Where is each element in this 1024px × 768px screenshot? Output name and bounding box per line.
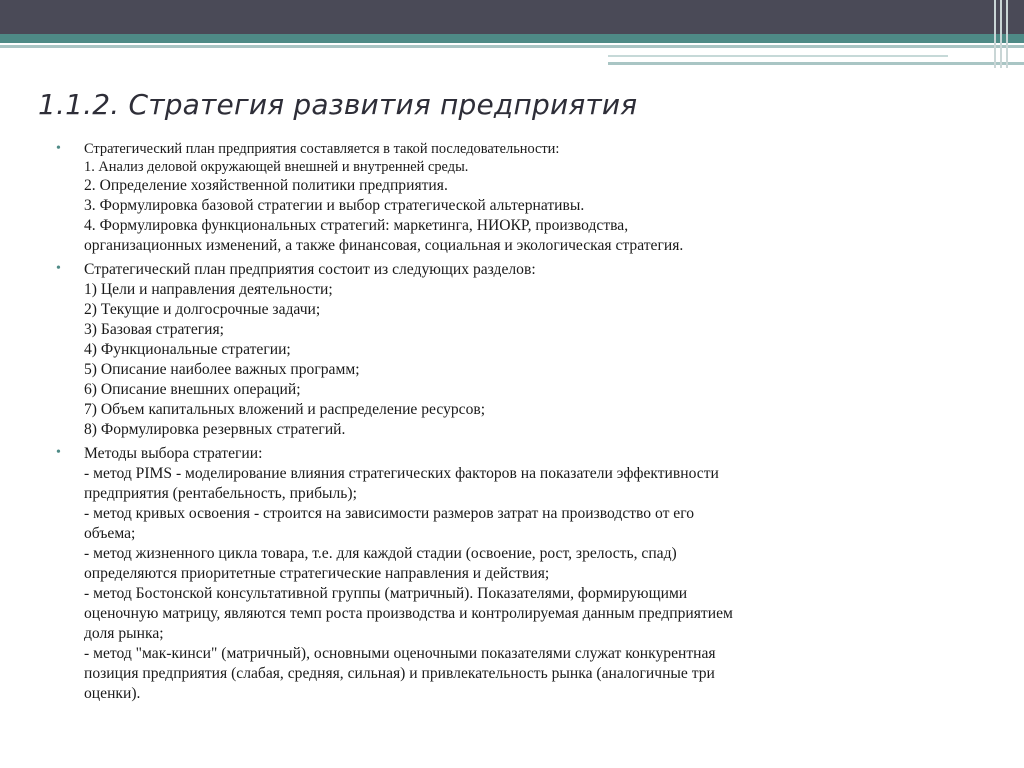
bullet-text: • Методы выбора стратегии: — [84, 445, 263, 462]
bullet-text: 3. Формулировка базовой стратегии и выбор стратегической альтернативы. — [84, 197, 585, 214]
bullet-strategy-methods — [56, 444, 956, 704]
bullet-text: 6) Описание внешних операций; — [84, 381, 301, 398]
bullet-text: оценочную матрицу, являются темп роста производства и контролируемая данным предприятием — [84, 605, 733, 622]
bullet-text: 8) Формулировка резервных стратегий. — [84, 421, 346, 438]
header-vertical-line — [1000, 0, 1002, 68]
bullet-text: 2. Определение хозяйственной политики предприятия. — [84, 177, 448, 194]
bullet-text: организационных изменений, а также финансовая, социальная и экологическая стратегия. — [84, 237, 684, 254]
header-stripe-right — [608, 62, 1024, 65]
bullet-text: 4) Функциональные стратегии; — [84, 341, 291, 358]
bullet-plan-sections — [56, 260, 956, 440]
header-vertical-line — [994, 0, 996, 68]
bullet-text: 4. Формулировка функциональных стратегий: маркетинга, НИОКР, производства, — [84, 217, 629, 234]
header-stripe-short — [608, 55, 948, 57]
bullet-text: - метод кривых освоения - строится на зависимости размеров затрат на производство от его — [84, 505, 695, 522]
bullet-plan-sequence — [56, 140, 956, 256]
bullet-text: определяются приоритетные стратегические направления и действия; — [84, 565, 550, 582]
bullet-text: - метод жизненного цикла товара, т.е. для каждой стадии (освоение, рост, зрелость, спад) — [84, 545, 677, 562]
header-accent-bar — [0, 34, 1024, 43]
header-vertical-line — [1006, 0, 1008, 68]
bullet-text: - метод "мак-кинси" (матричный), основными оценочными показателями служат конкурентная — [84, 645, 716, 662]
bullet-text: 3) Базовая стратегия; — [84, 321, 225, 338]
bullet-text: - метод PIMS - моделирование влияния стратегических факторов на показатели эффективности — [84, 465, 719, 482]
slide-content — [56, 140, 956, 708]
bullet-text: 1. Анализ деловой окружающей внешней и внутренней среды. — [84, 159, 469, 175]
bullet-text: 1) Цели и направления деятельности; — [84, 281, 333, 298]
header-dark-bar — [0, 0, 1024, 34]
bullet-text: доля рынка; — [84, 625, 164, 642]
bullet-text: объема; — [84, 525, 136, 542]
bullet-text: • Стратегический план предприятия составляется в такой последовательности: — [84, 141, 560, 157]
bullet-text: • Стратегический план предприятия состоит из следующих разделов: — [84, 261, 536, 278]
bullet-text: 2) Текущие и долгосрочные задачи; — [84, 301, 321, 318]
slide-title: 1.1.2. Стратегия развития предприятия — [38, 88, 638, 121]
bullet-text: предприятия (рентабельность, прибыль); — [84, 485, 357, 502]
bullet-text: оценки). — [84, 685, 141, 702]
bullet-text: 7) Объем капитальных вложений и распределение ресурсов; — [84, 401, 486, 418]
bullet-text: позиция предприятия (слабая, средняя, сильная) и привлекательность рынка (аналогичные три — [84, 665, 715, 682]
bullet-text: - метод Бостонской консультативной группы (матричный). Показателями, формирующими — [84, 585, 688, 602]
bullet-text: 5) Описание наиболее важных программ; — [84, 361, 360, 378]
header-stripe — [0, 45, 1024, 48]
